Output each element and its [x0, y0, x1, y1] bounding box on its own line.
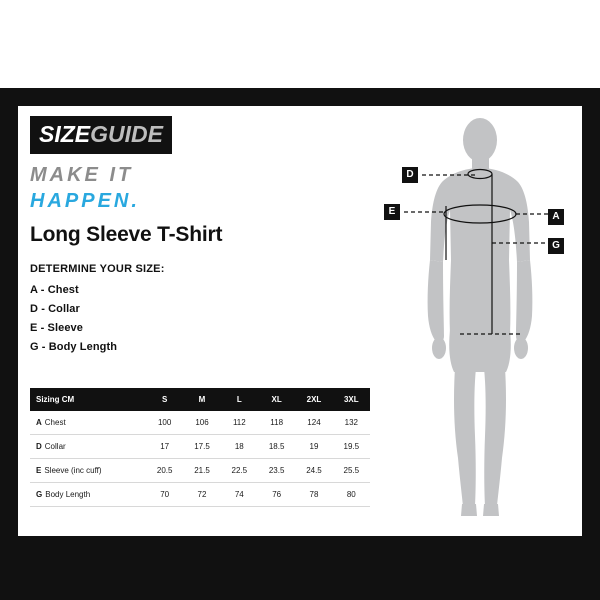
column-header-m: M	[183, 388, 220, 411]
marker-d: D	[402, 167, 418, 183]
sizing-table-head	[30, 388, 370, 411]
row-name-body-length: Body Length	[45, 490, 91, 499]
row-key-e: E	[36, 466, 42, 475]
row-name-chest: Chest	[44, 418, 66, 427]
cell-chest-m: 106	[183, 411, 220, 435]
column-header-3xl: 3XL	[333, 388, 370, 411]
cell-sleeve-xl: 23.5	[258, 459, 295, 483]
table-row	[30, 435, 370, 459]
cell-chest-xl: 118	[258, 411, 295, 435]
cell-collar-s: 17	[146, 435, 183, 459]
column-header-2xl: 2XL	[295, 388, 332, 411]
sizing-table	[30, 388, 370, 507]
row-label-chest	[30, 411, 146, 435]
cell-sleeve-2xl: 24.5	[295, 459, 332, 483]
cell-collar-3xl: 19.5	[333, 435, 370, 459]
measurement-key-g: G - Body Length	[30, 341, 118, 353]
cell-chest-2xl: 124	[295, 411, 332, 435]
row-label-collar	[30, 435, 146, 459]
instructions-heading: DETERMINE YOUR SIZE:	[30, 263, 165, 275]
row-name-sleeve: Sleeve (inc cuff)	[44, 466, 102, 475]
brand-logo	[30, 116, 172, 154]
tagline-line-1: MAKE IT	[30, 164, 134, 186]
sizing-table-wrapper	[30, 388, 370, 507]
cell-body-length-m: 72	[183, 483, 220, 507]
marker-g: G	[548, 238, 564, 254]
row-key-a: A	[36, 418, 42, 427]
cell-body-length-3xl: 80	[333, 483, 370, 507]
page-title: Long Sleeve T-Shirt	[30, 223, 223, 246]
measurement-key-list	[30, 284, 370, 353]
cell-sleeve-l: 22.5	[221, 459, 258, 483]
cell-body-length-xl: 76	[258, 483, 295, 507]
row-key-d: D	[36, 442, 42, 451]
cell-collar-m: 17.5	[183, 435, 220, 459]
measurement-key-d: D - Collar	[30, 303, 80, 315]
marker-e: E	[384, 204, 400, 220]
measurement-key-e: E - Sleeve	[30, 322, 83, 334]
column-header-s: S	[146, 388, 183, 411]
sizing-table-body	[30, 411, 370, 507]
cell-chest-s: 100	[146, 411, 183, 435]
cell-collar-xl: 18.5	[258, 435, 295, 459]
logo-size-text: SIZE	[39, 121, 91, 147]
cell-body-length-l: 74	[221, 483, 258, 507]
measurement-key-a: A - Chest	[30, 284, 79, 296]
cell-sleeve-m: 21.5	[183, 459, 220, 483]
left-column	[30, 116, 370, 360]
black-frame	[0, 88, 600, 600]
row-label-sleeve	[30, 459, 146, 483]
column-header-unit: Sizing CM	[30, 388, 146, 411]
cell-chest-3xl: 132	[333, 411, 370, 435]
mannequin-figure	[380, 110, 576, 530]
logo-guide-text: GUIDE	[90, 121, 163, 147]
marker-a: A	[548, 209, 564, 225]
table-row	[30, 411, 370, 435]
cell-collar-2xl: 19	[295, 435, 332, 459]
column-header-xl: XL	[258, 388, 295, 411]
row-name-collar: Collar	[44, 442, 66, 451]
cell-chest-l: 112	[221, 411, 258, 435]
guide-sheet	[18, 106, 582, 536]
row-label-body-length	[30, 483, 146, 507]
table-header-row	[30, 388, 370, 411]
column-header-l: L	[221, 388, 258, 411]
cell-body-length-2xl: 78	[295, 483, 332, 507]
row-key-g: G	[36, 490, 43, 499]
table-row	[30, 459, 370, 483]
cell-sleeve-s: 20.5	[146, 459, 183, 483]
cell-sleeve-3xl: 25.5	[333, 459, 370, 483]
cell-body-length-s: 70	[146, 483, 183, 507]
cell-collar-l: 18	[221, 435, 258, 459]
tagline-line-2: HAPPEN.	[30, 190, 140, 212]
table-row	[30, 483, 370, 507]
